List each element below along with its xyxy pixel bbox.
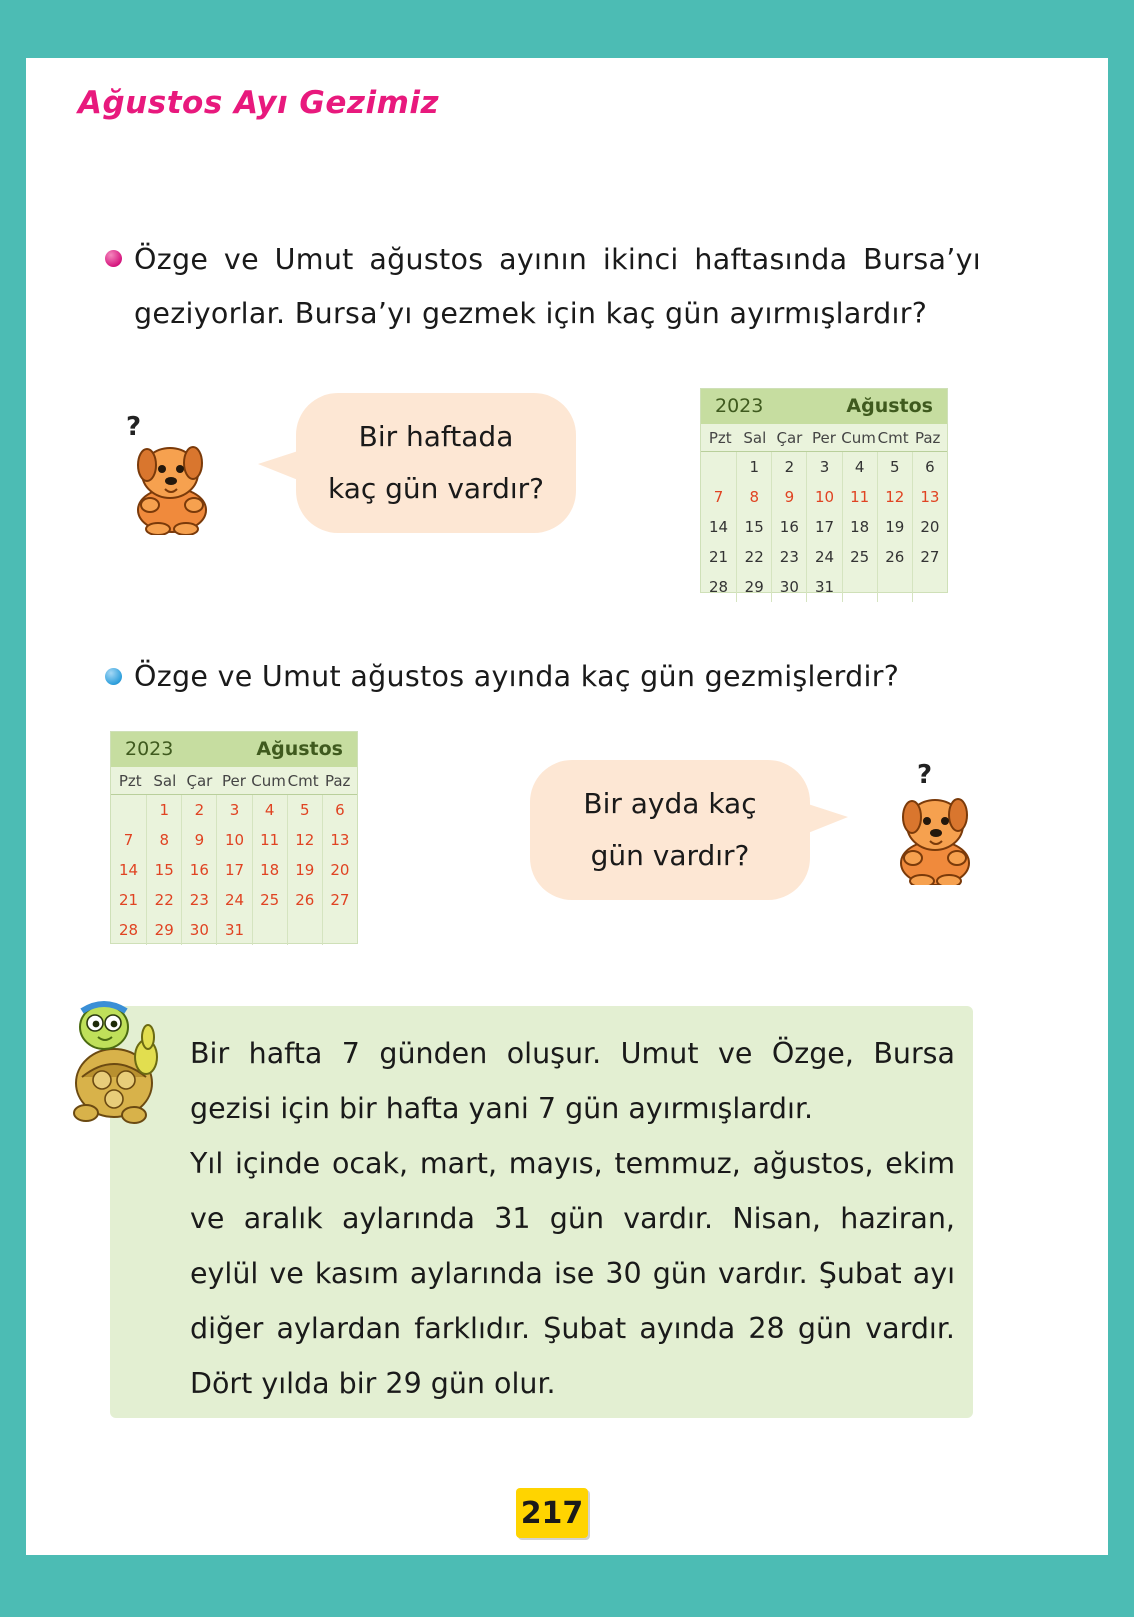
calendar-day: 25: [842, 542, 877, 572]
calendar-day: 29: [146, 915, 181, 945]
calendar-day: 31: [806, 572, 841, 602]
calendar-year: 2023: [715, 395, 764, 417]
weekday-sat: Cmt: [287, 772, 319, 790]
calendar-day: 15: [146, 855, 181, 885]
calendar-day: 11: [252, 825, 287, 855]
speech-bubble-1-line-2: kaç gün vardır?: [327, 472, 544, 505]
calendar-day: 9: [181, 825, 216, 855]
calendar-day: 21: [119, 891, 139, 909]
weekday-sun: Paz: [914, 429, 941, 447]
speech-bubble-2: [530, 760, 810, 900]
calendar-day: 18: [842, 512, 877, 542]
calendar-august-2023-top: [700, 388, 948, 596]
calendar-day: 4: [252, 795, 287, 825]
calendar-day: 19: [287, 855, 322, 885]
weekday-tue: Sal: [153, 772, 177, 790]
svg-text:?: ?: [917, 760, 933, 790]
calendar-day: [111, 795, 146, 825]
calendar-weekday-row: [111, 767, 357, 795]
calendar-day: 15: [736, 512, 771, 542]
calendar-day: 6: [912, 452, 947, 482]
calendar-day: 19: [877, 512, 912, 542]
page-border-bottom: [0, 1555, 1134, 1617]
dog-thinking-right: [885, 755, 985, 890]
calendar-day: 25: [252, 885, 287, 915]
calendar-day: 6: [322, 795, 357, 825]
calendar-august-2023-bottom: [110, 731, 358, 944]
speech-bubble-2-line-1: Bir ayda kaç: [583, 787, 757, 820]
calendar-day: 12: [877, 482, 912, 512]
calendar-day: 5: [877, 452, 912, 482]
calendar-day: [252, 915, 287, 945]
weekday-sat: Cmt: [877, 429, 909, 447]
calendar-day: 10: [806, 482, 841, 512]
calendar-header: [111, 732, 357, 767]
calendar-day: 18: [252, 855, 287, 885]
calendar-day: 1: [146, 795, 181, 825]
speech-bubble-1-tail: [258, 451, 298, 480]
calendar-day: [842, 572, 877, 602]
calendar-day: [877, 572, 912, 602]
calendar-day: 22: [736, 542, 771, 572]
page-number: 217: [516, 1488, 588, 1538]
calendar-day: 4: [842, 452, 877, 482]
weekday-mon: Pzt: [708, 429, 732, 447]
calendar-day: 16: [771, 512, 806, 542]
calendar-day: 5: [287, 795, 322, 825]
calendar-day: 1: [736, 452, 771, 482]
pink-bullet-icon: [105, 250, 122, 267]
info-paragraph-1: Bir hafta 7 günden oluşur. Umut ve Özge, Bursa gezisi için bir hafta yani 7 gün ayırmışlardır.: [190, 1037, 955, 1125]
calendar-day: 11: [842, 482, 877, 512]
calendar-year: 2023: [125, 738, 174, 760]
calendar-day: 2: [771, 452, 806, 482]
weekday-thu: Per: [812, 429, 836, 447]
weekday-sun: Paz: [324, 772, 351, 790]
calendar-day: 24: [216, 885, 251, 915]
calendar-day: 3: [806, 452, 841, 482]
calendar-day: 2: [181, 795, 216, 825]
speech-bubble-1-line-1: Bir haftada: [358, 420, 514, 453]
calendar-day: 26: [877, 542, 912, 572]
calendar-day: 12: [287, 825, 322, 855]
calendar-day: 29: [736, 572, 771, 602]
question-1-text: Özge ve Umut ağustos ayının ikinci haftasında Bursa’yı geziyorlar. Bursa’yı gezmek için kaç gün ayırmışlardır?: [134, 243, 981, 330]
calendar-day: 7: [123, 831, 134, 849]
info-paragraph-2: Yıl içinde ocak, mart, mayıs, temmuz, ağustos, ekim ve aralık aylarında 31 gün vardır. Nisan, haziran, eylül ve kasım aylarında ise 30 gün vardır. Şubat ayı diğer aylardan farklıdır. Şubat ayında 28 gün vardır. Dört yılda bir 29 gün olur.: [190, 1147, 955, 1400]
info-box-text: [190, 1026, 955, 1411]
speech-bubble-2-tail: [808, 804, 848, 833]
weekday-fri: Cum: [251, 772, 286, 790]
calendar-day: 7: [713, 488, 724, 506]
calendar-day: [701, 452, 736, 482]
calendar-day: 10: [216, 825, 251, 855]
calendar-day: 13: [322, 825, 357, 855]
calendar-day: 27: [912, 542, 947, 572]
calendar-day: 17: [806, 512, 841, 542]
page-border-right: [1108, 0, 1134, 1617]
weekday-wed: Çar: [186, 772, 213, 790]
calendar-day: 26: [287, 885, 322, 915]
weekday-mon: Pzt: [118, 772, 142, 790]
calendar-day: 8: [736, 482, 771, 512]
calendar-day: [322, 915, 357, 945]
calendar-day: 9: [771, 482, 806, 512]
calendar-weekday-row: [701, 424, 947, 452]
calendar-day: 23: [181, 885, 216, 915]
calendar-day: 23: [771, 542, 806, 572]
calendar-day: 31: [216, 915, 251, 945]
weekday-fri: Cum: [841, 429, 876, 447]
calendar-day: 22: [146, 885, 181, 915]
calendar-day: 28: [709, 578, 729, 596]
blue-bullet-icon: [105, 668, 122, 685]
calendar-day: 16: [181, 855, 216, 885]
weekday-wed: Çar: [776, 429, 803, 447]
page-border-top: [0, 0, 1134, 58]
speech-bubble-1: [296, 393, 576, 533]
calendar-day: 24: [806, 542, 841, 572]
calendar-day: 20: [912, 512, 947, 542]
calendar-header: [701, 389, 947, 424]
weekday-tue: Sal: [743, 429, 767, 447]
calendar-day: 30: [181, 915, 216, 945]
calendar-days-grid: [111, 795, 357, 945]
calendar-day: 20: [322, 855, 357, 885]
turtle-teacher: [62, 985, 172, 1140]
calendar-day: 8: [146, 825, 181, 855]
calendar-month: Ağustos: [256, 738, 343, 760]
calendar-day: 3: [216, 795, 251, 825]
svg-text:?: ?: [126, 412, 142, 442]
weekday-thu: Per: [222, 772, 246, 790]
calendar-day: 17: [216, 855, 251, 885]
page-title: Ağustos Ayı Gezimiz: [78, 85, 440, 121]
calendar-day: 30: [771, 572, 806, 602]
calendar-day: [912, 572, 947, 602]
calendar-day: [287, 915, 322, 945]
calendar-day: 14: [119, 861, 139, 879]
calendar-days-grid: [701, 452, 947, 602]
calendar-day: 28: [119, 921, 139, 939]
calendar-day: 27: [322, 885, 357, 915]
calendar-day: 13: [912, 482, 947, 512]
question-2-text: Özge ve Umut ağustos ayında kaç gün gezmişlerdir?: [134, 660, 900, 693]
speech-bubble-2-line-2: gün vardır?: [590, 839, 750, 872]
calendar-day: 14: [709, 518, 729, 536]
page-border-left: [0, 0, 26, 1617]
dog-thinking-left: [120, 405, 220, 540]
calendar-month: Ağustos: [846, 395, 933, 417]
calendar-day: 21: [709, 548, 729, 566]
